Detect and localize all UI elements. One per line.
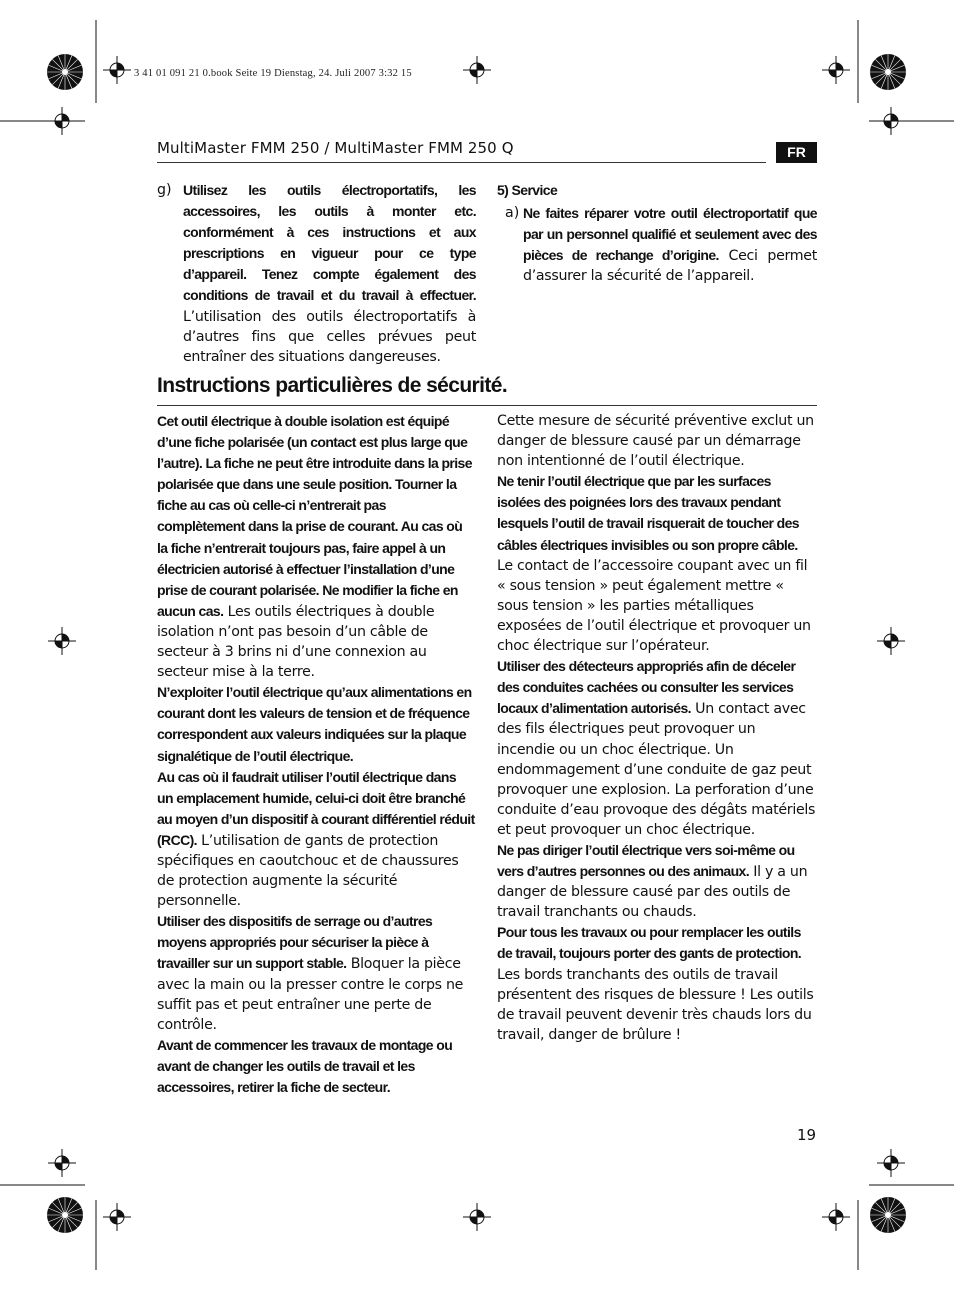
header-rule [157,162,766,163]
bold-text: Cet outil électrique à double isolation est équipé d’une fiche polarisée (un contact est plus large que l’autre). La fiche ne peut être introduite dans la prise polarisée que dans une seule position. Tourner la fiche au cas où celle-ci n’entrerait pas complètement dans la prise de courant. Au cas où la fiche n’entrerait toujours pas, faire appel à un électricien autorisé à effectuer l’installation d’une prise de courant polarisée. Ne modifier la fiche en aucun cas. [157,413,472,619]
paragraph [497,840,817,922]
paragraph [497,922,817,1045]
bold-text: Ne pas diriger l’outil électrique vers soi-même ou vers d’autres personnes ou des animaux. [497,841,795,880]
top-left-column [157,180,476,367]
body-text: Le contact de l’accessoire coupant avec un fil « sous tension » peut également mettre « sous tension » les parties métalliques exposées de l’outil électrique et provoquer un choc électrique sur l’opérateur. [497,557,811,655]
bold-text: N’exploiter l’outil électrique qu’aux alimentations en courant dont les valeurs de tension et de fréquence correspondent aux valeurs indiquées sur la plaque signalétique de l’outil électrique. [157,684,472,764]
item-label: g) [157,182,172,198]
paragraph [157,1035,475,1098]
item-label: a) [505,205,520,222]
bold-text: Utiliser des dispositifs de serrage ou d’autres moyens appropriés pour sécuriser la pièce à travailler sur un support stable. [157,913,433,972]
body-text: Un contact avec des fils électriques peut provoquer un incendie ou un choc électrique. Un endommagement d’une conduite de gaz peut provoquer une explosion. La perforation d’une conduite d’eau provoque des dégâts matériels et peut provoquer un choc électrique. [497,701,816,838]
bold-text: Avant de commencer les travaux de montage ou avant de changer les outils de travail et les accessoires, retirer la fiche de secteur. [157,1036,453,1095]
body-text: Il y a un danger de blessure causé par des outils de travail tranchants ou chauds. [497,864,808,921]
page-number: 19 [797,1126,817,1144]
list-item-a [497,203,817,286]
paragraph [157,411,475,682]
body-text: L’utilisation de gants de protection spécifiques en caoutchouc et de chaussures de protection augmente la sécurité personnelle. [157,832,459,910]
bold-text: Utiliser des détecteurs appropriés afin de déceler des conduites cachées ou consulter les services locaux d’alimentation autorisés. [497,658,796,717]
left-column [157,411,475,1098]
paragraph [497,656,817,840]
bold-text: Ne tenir l’outil électrique que par les surfaces isolées des poignées lors des travaux pendant lesquels l’outil de travail risquerait de toucher des câbles électriques invisibles ou son propre câble. [497,473,799,553]
item-text: L’utilisation des outils électroportatifs à d’autres fins que celles prévues peut entraîner des situations dangereuses. [183,308,476,365]
service-heading: 5) Service [497,182,558,198]
bold-text: Au cas où il faudrait utiliser l’outil électrique dans un emplacement humide, celui-ci doit être branché au moyen d’un dispositif à courant différentiel réduit (RCC). [157,768,475,848]
language-badge: FR [776,142,817,163]
body-text: Cette mesure de sécurité préventive exclut un danger de blessure causé par un démarrage non intentionné de l’outil électrique. [497,413,814,470]
print-slug: 3 41 01 091 21 0.book Seite 19 Dienstag, 24. Juli 2007 3:32 15 [134,68,412,79]
paragraph [497,471,817,656]
right-column [497,411,817,1045]
paragraph [497,411,817,471]
paragraph [157,682,475,766]
body-text: Les outils électriques à double isolation n’ont pas besoin d’un câble de secteur à 3 brins ni d’une connexion au secteur mise à la terre. [157,603,435,681]
item-bold-text: Utilisez les outils électroportatifs, les accessoires, les outils à monter etc. conformément à ces instructions et aux prescriptions en vigueur pour ce type d’appareil. Tenez compte également des conditions de travail et du travail à effectuer. [183,182,476,304]
list-item-g [157,180,476,367]
paragraph [157,767,475,912]
section-title: Instructions particulières de sécurité. [157,374,508,397]
top-right-column [497,180,817,286]
section-rule [157,405,817,406]
paragraph [157,911,475,1035]
running-header: MultiMaster FMM 250 / MultiMaster FMM 250 Q [157,139,514,157]
item-text: Ceci permet d’assurer la sécurité de l’appareil. [523,248,817,285]
body-text: Bloquer la pièce avec la main ou la presser contre le corps ne suffit pas et peut entraîner une perte de contrôle. [157,956,464,1033]
item-bold-text: Ne faites réparer votre outil électroportatif que par un personnel qualifié et seulement avec des pièces de rechange d’origine. [523,205,817,264]
bold-text: Pour tous les travaux ou pour remplacer les outils de travail, toujours porter des gants de protection. [497,924,802,962]
body-text: Les bords tranchants des outils de travail présentent des risques de blessure ! Les outils de travail peuvent devenir très chauds lors du travail, danger de brûlure ! [497,966,814,1043]
